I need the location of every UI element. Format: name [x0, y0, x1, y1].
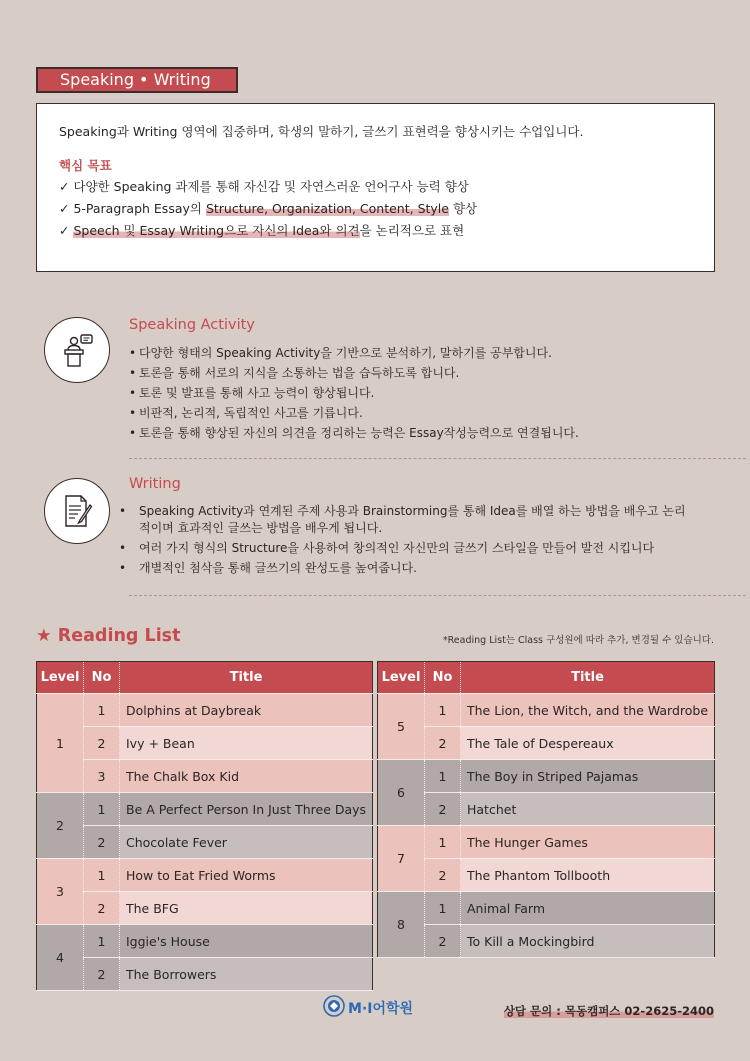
- bullet-dot: •: [129, 386, 137, 400]
- table-header-row: [378, 662, 715, 694]
- number-cell: 1: [425, 892, 461, 925]
- number-cell: 2: [84, 727, 120, 760]
- book-title-cell: How to Eat Fried Worms: [120, 859, 373, 892]
- book-title-cell: The Hunger Games: [461, 826, 715, 859]
- speaking-bullets: [129, 343, 579, 443]
- bullet-item: [129, 403, 579, 423]
- intro-lead: Speaking과 Writing 영역에 집중하며, 학생의 말하기, 글쓰기 표현력을 향상시키는 수업입니다.: [59, 124, 584, 139]
- bullet-dot: •: [119, 561, 127, 575]
- number-cell: 1: [425, 826, 461, 859]
- number-cell: 2: [425, 727, 461, 760]
- bullet-text: 토론을 통해 향상된 자신의 의견을 정리하는 능력은 Essay작성능력으로 연결됩니다.: [139, 426, 579, 440]
- table-row: [378, 760, 715, 793]
- book-title-cell: The BFG: [120, 892, 373, 925]
- bullet-text: 토론 및 발표를 통해 사고 능력이 향상됩니다.: [139, 386, 375, 400]
- bullet-item: [129, 363, 579, 383]
- goal-text: ✓ 5-Paragraph Essay의: [59, 201, 206, 216]
- goal-item: [59, 222, 714, 240]
- table-row: [378, 892, 715, 925]
- reading-list-table-left: [36, 661, 373, 991]
- book-title-cell: Ivy + Bean: [120, 727, 373, 760]
- bullet-item: [119, 503, 689, 537]
- number-cell: 2: [84, 958, 120, 991]
- divider: [129, 458, 746, 459]
- bullet-dot: •: [129, 426, 137, 440]
- goal-highlight: Structure, Organization, Content, Style: [205, 201, 449, 216]
- bullet-text: 개별적인 첨삭을 통해 글쓰기의 완성도를 높여줍니다.: [139, 561, 417, 575]
- no-header: No: [84, 662, 120, 694]
- speaking-title: Speaking Activity: [129, 317, 255, 333]
- bullet-item: [129, 423, 579, 443]
- table-row: [378, 793, 715, 826]
- book-title-cell: The Tale of Despereaux: [461, 727, 715, 760]
- table-row: [37, 727, 373, 760]
- writing-bullets: [119, 503, 689, 580]
- academy-emblem-icon: [322, 992, 346, 1022]
- goal-item: [59, 200, 714, 218]
- goal-item: [59, 178, 714, 196]
- table-row: [378, 694, 715, 727]
- divider: [129, 595, 746, 596]
- number-cell: 1: [84, 925, 120, 958]
- level-header: Level: [378, 662, 425, 694]
- reading-list-note: *Reading List는 Class 구성원에 따라 추가, 변경될 수 있습니다.: [442, 635, 714, 646]
- table-header-row: [37, 662, 373, 694]
- book-title-cell: Hatchet: [461, 793, 715, 826]
- bullet-dot: •: [129, 406, 137, 420]
- bullet-item: [129, 383, 579, 403]
- bullet-item: [119, 560, 689, 577]
- book-title-cell: Chocolate Fever: [120, 826, 373, 859]
- level-cell: 7: [378, 826, 425, 892]
- bullet-text: 다양한 형태의 Speaking Activity을 기반으로 분석하기, 말하기를 공부합니다.: [139, 346, 552, 360]
- bullet-item: [129, 343, 579, 363]
- bullet-text: 토론을 통해 서로의 지식을 소통하는 법을 습득하도록 합니다.: [139, 366, 460, 380]
- book-title-cell: To Kill a Mockingbird: [461, 925, 715, 958]
- number-cell: 2: [425, 925, 461, 958]
- reading-list-table-right: [377, 661, 715, 958]
- document-pen-icon: [59, 493, 95, 529]
- table-row: [37, 760, 373, 793]
- number-cell: 1: [84, 793, 120, 826]
- table-row: [378, 925, 715, 958]
- speaking-icon-circle: [44, 317, 110, 383]
- goal-text: 을 논리적으로 표현: [359, 223, 465, 238]
- bullet-dot: •: [119, 504, 127, 518]
- goal-text: 향상: [448, 201, 478, 216]
- writing-icon-circle: [44, 478, 110, 544]
- level-cell: 4: [37, 925, 84, 991]
- goal-highlight: Speech 및 Essay Writing으로 자신의 Idea와 의견: [73, 223, 360, 238]
- book-title-cell: Animal Farm: [461, 892, 715, 925]
- goal-list: [59, 178, 714, 240]
- level-cell: 6: [378, 760, 425, 826]
- number-cell: 3: [84, 760, 120, 793]
- goal-text: ✓: [59, 223, 74, 238]
- intro-box: [36, 103, 715, 272]
- table-row: [37, 925, 373, 958]
- bullet-dot: •: [129, 366, 137, 380]
- book-title-cell: The Lion, the Witch, and the Wardrobe: [461, 694, 715, 727]
- goal-title: 핵심 목표: [59, 158, 112, 173]
- table-row: [37, 892, 373, 925]
- level-cell: 2: [37, 793, 84, 859]
- number-cell: 1: [425, 694, 461, 727]
- table-row: [378, 826, 715, 859]
- no-header: No: [425, 662, 461, 694]
- book-title-cell: The Borrowers: [120, 958, 373, 991]
- number-cell: 2: [425, 859, 461, 892]
- table-row: [37, 826, 373, 859]
- level-cell: 5: [378, 694, 425, 760]
- bullet-item: [119, 540, 689, 557]
- bullet-text: Speaking Activity과 연계된 주제 사용과 Brainstorming를 통해 Idea를 배열 하는 방법을 배우고 논리적이며 효과적인 글쓰는 방법을 배우게 됩니다.: [139, 504, 686, 535]
- book-title-cell: The Phantom Tollbooth: [461, 859, 715, 892]
- number-cell: 1: [84, 859, 120, 892]
- number-cell: 2: [425, 793, 461, 826]
- table-row: [378, 859, 715, 892]
- podium-speaker-icon: [59, 332, 95, 368]
- table-row: [37, 793, 373, 826]
- reading-list-title: ★ Reading List: [36, 626, 181, 646]
- table-row: [378, 727, 715, 760]
- level-cell: 8: [378, 892, 425, 958]
- book-title-cell: The Chalk Box Kid: [120, 760, 373, 793]
- table-row: [37, 958, 373, 991]
- bullet-dot: •: [129, 346, 137, 360]
- number-cell: 1: [84, 694, 120, 727]
- book-title-cell: Iggie's House: [120, 925, 373, 958]
- book-title-cell: Be A Perfect Person In Just Three Days: [120, 793, 373, 826]
- logo-text: M·I어학원: [348, 1001, 414, 1017]
- table-row: [37, 859, 373, 892]
- academy-logo: [322, 992, 422, 1026]
- bullet-dot: •: [119, 541, 127, 555]
- book-title-cell: Dolphins at Daybreak: [120, 694, 373, 727]
- section-tag: Speaking • Writing: [36, 67, 238, 93]
- bullet-text: 여러 가지 형식의 Structure을 사용하여 창의적인 자신만의 글쓰기 스타일을 만들어 발전 시킵니다: [139, 541, 655, 555]
- table-row: [37, 694, 373, 727]
- level-header: Level: [37, 662, 84, 694]
- bullet-text: 비판적, 논리적, 독립적인 사고를 기릅니다.: [139, 406, 363, 420]
- number-cell: 2: [84, 892, 120, 925]
- number-cell: 2: [84, 826, 120, 859]
- book-title-cell: The Boy in Striped Pajamas: [461, 760, 715, 793]
- level-cell: 3: [37, 859, 84, 925]
- number-cell: 1: [425, 760, 461, 793]
- title-header: Title: [120, 662, 373, 694]
- goal-text: ✓ 다양한 Speaking 과제를 통해 자신감 및 자연스러운 언어구사 능력 향상: [59, 179, 469, 194]
- contact-info: [504, 1003, 714, 1019]
- writing-title: Writing: [129, 476, 181, 492]
- level-cell: 1: [37, 694, 84, 793]
- contact-text: 상담 문의 : 목동캠퍼스 02-2625-2400: [503, 1004, 714, 1018]
- title-header: Title: [461, 662, 715, 694]
